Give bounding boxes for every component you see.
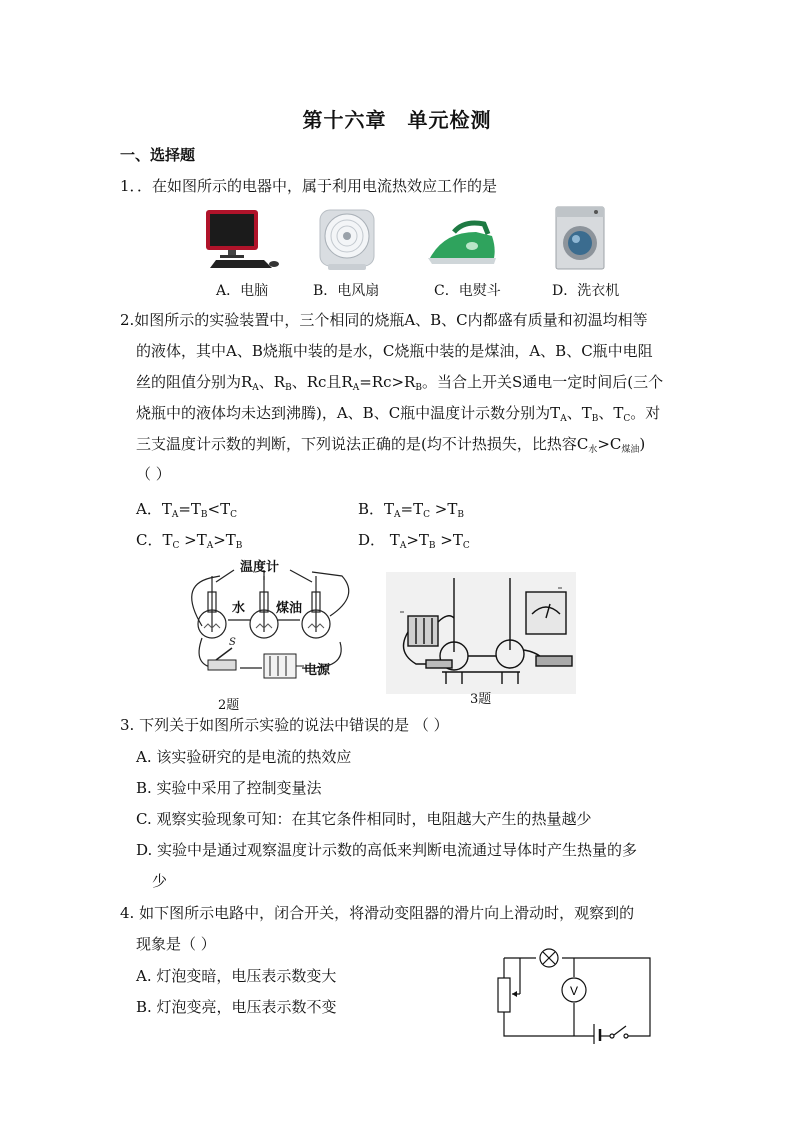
q3-apparatus-figure <box>386 572 576 694</box>
fig2-label-s: S <box>229 637 236 648</box>
fig2-label-thermometer: 温度计 <box>240 560 280 575</box>
q2-line-5: 三支温度计示数的判断，下列说法正确的是(均不计热损失，比热容$C_水>C_{煤油}$) <box>136 435 646 455</box>
electric-fan-image <box>314 206 380 272</box>
q3-option-b: B. 实验中采用了控制变量法 <box>136 779 322 797</box>
fig2-label-oil: 煤油 <box>276 601 303 616</box>
voltmeter-symbol: V <box>569 984 579 998</box>
fig2-label-water: 水 <box>232 601 246 616</box>
q4-line-1: 4. 如下图所示电路中，闭合开关，将滑动变阻器的滑片向上滑动时，观察到的 <box>120 904 635 922</box>
fig2-caption: 2题 <box>218 698 240 713</box>
q2-option-d: D． $T_A>T_B >T_C$ <box>358 531 470 551</box>
q3-option-d-continued: 少 <box>152 872 168 890</box>
q4-option-b: B. 灯泡变亮，电压表示数不变 <box>136 998 337 1016</box>
q2-line-4: 烧瓶中的液体均未达到沸腾)，A、B、C瓶中温度计示数分别为$T_A$、$T_B$、$T_C$。对 <box>136 404 661 424</box>
q2-option-b: B．$T_A=T_C >T_B$ <box>358 500 464 520</box>
q1-stem: 1．．在如图所示的电器中，属于利用电流热效应工作的是 <box>120 177 498 195</box>
q3-option-d: D. 实验中是通过观察温度计示数的高低来判断电流通过导体时产生热量的多 <box>136 841 638 859</box>
q2-line-1: 2.如图所示的实验装置中，三个相同的烧瓶A、B、C内都盛有质量和初温均相等 <box>120 311 648 329</box>
page-title: 第十六章 单元检测 <box>302 108 492 132</box>
q3-stem: 3. 下列关于如图所示实验的说法中错误的是 （ ） <box>120 716 449 734</box>
q2-line-3: 丝的阻值分别为$R_A$、$R_B$、Rc且$R_A=Rc>R_B$。当合上开关S通电一定时间后(三个 <box>136 373 664 393</box>
washing-machine-image <box>552 205 608 271</box>
q2-option-c: C．$T_C >T_A>T_B$ <box>136 531 243 551</box>
fig2-label-power: 电源 <box>304 663 331 678</box>
fig3-caption: 3题 <box>470 692 492 707</box>
q4-circuit-figure <box>490 944 660 1044</box>
q1-option-a: A．电脑 <box>216 283 269 299</box>
q1-option-c: C．电熨斗 <box>434 283 501 299</box>
electric-iron-image <box>424 218 500 270</box>
q2-option-a: A．$T_A=T_B<T_C$ <box>136 500 238 520</box>
q2-line-6: （ ） <box>136 465 171 483</box>
computer-image <box>202 206 282 270</box>
q1-option-b: B．电风扇 <box>313 283 380 299</box>
q2-line-2: 的液体，其中A、B烧瓶中装的是水，C烧瓶中装的是煤油，A、B、C瓶中电阻 <box>136 342 653 360</box>
q2-circuit-figure <box>180 556 360 688</box>
q3-option-c: C. 观察实验现象可知：在其它条件相同时，电阻越大产生的热量越少 <box>136 810 592 828</box>
q3-option-a: A. 该实验研究的是电流的热效应 <box>136 748 352 766</box>
section-heading: 一、选择题 <box>120 146 196 164</box>
q4-option-a: A. 灯泡变暗，电压表示数变大 <box>136 967 337 985</box>
q1-option-d: D．洗衣机 <box>552 283 620 299</box>
q4-line-2: 现象是（ ） <box>136 935 216 953</box>
